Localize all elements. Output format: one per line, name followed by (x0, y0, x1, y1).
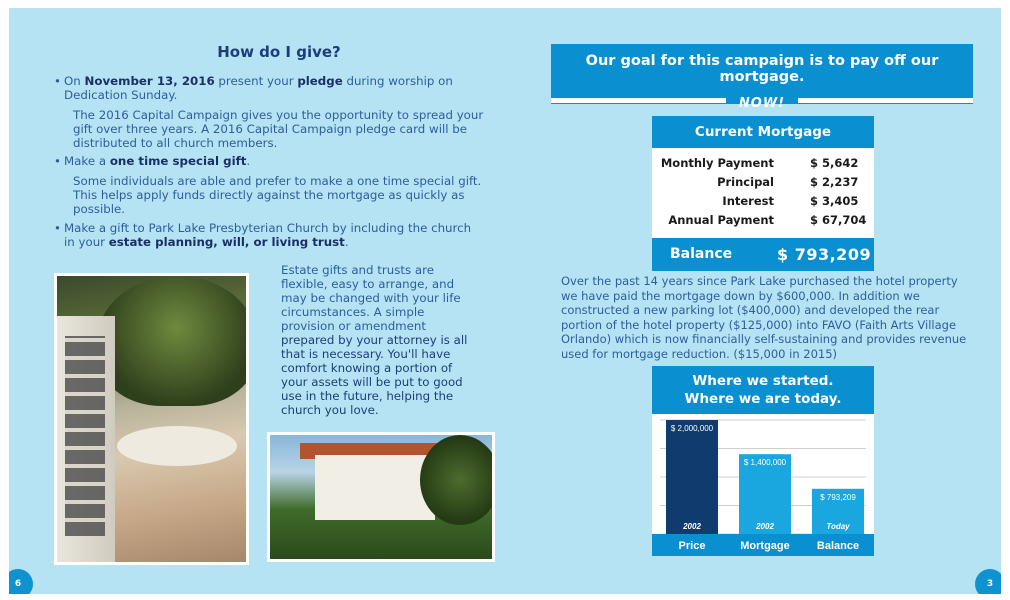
balance-bar (652, 238, 874, 271)
page-number-left: 6 (9, 569, 33, 594)
how-to-give-heading: How do I give? (217, 43, 341, 61)
now-rule-right (798, 98, 973, 103)
planter (117, 426, 237, 466)
courtyard-photo (54, 273, 249, 565)
bullet-special-gift (54, 154, 484, 168)
bullet-dot-icon: • (54, 74, 61, 88)
bullet-pledge (54, 74, 484, 102)
bar-year-label: 2002 (683, 522, 701, 531)
church-building-photo (267, 432, 495, 562)
mortgage-row: Monthly Payment $ 5,642 (660, 156, 859, 170)
mortgage-title: Current Mortgage (652, 116, 874, 148)
balance-value: $ 793,209 (777, 245, 872, 264)
mortgage-row: Principal $ 2,237 (717, 175, 859, 189)
bar-value-label: $ 793,209 (820, 492, 856, 502)
balance-label: Balance (670, 246, 733, 262)
mortgage-row: Interest $ 3,405 (722, 194, 859, 208)
bullet-estate-text: Make a gift to Park Lake Presbyterian Church by including the church in your estate planning, will, or living trust. (64, 221, 472, 249)
niche-grid (65, 336, 105, 536)
bullet-estate (54, 221, 484, 249)
now-rule-left (551, 98, 726, 103)
current-mortgage-table (652, 116, 874, 271)
goal-now: NOW! (738, 96, 786, 111)
category-label: Mortgage (740, 540, 790, 552)
bullet-special-gift-text: Make a one time special gift. (64, 154, 251, 168)
bullet-dot-icon: • (54, 221, 61, 235)
brochure-spread (9, 8, 1001, 594)
goal-now-row (551, 92, 973, 110)
bar-year-label: 2002 (756, 522, 774, 531)
estate-paragraph: Estate gifts and trusts are flexible, easy to arrange, and may be changed with your life circumstances. A simple provision or amendment prepared by your attorney is all that is necessary. You'll have comfort knowing a portion of your assets will be put to good use in the future, helping the church you love. (281, 263, 468, 417)
special-gift-detail: Some individuals are able and prefer to make a one time special gift. This helps apply funds directly against the mortgage as quickly as possible. (73, 174, 482, 216)
tree-canopy (97, 276, 249, 406)
chart-title-line2: Where we are today. (684, 391, 842, 407)
chart-title (652, 366, 874, 414)
bullet-dot-icon: • (54, 154, 61, 168)
mortgage-rows (652, 148, 874, 229)
progress-chart (652, 366, 874, 556)
bar-year-label: Today (826, 522, 850, 531)
bar-price (666, 420, 718, 534)
page-number-right: 3 (975, 569, 1001, 594)
mortgage-row: Annual Payment $ 67,704 (668, 213, 867, 227)
chart-plot (652, 414, 874, 556)
bar-value-label: $ 1,400,000 (743, 458, 787, 468)
bullet-pledge-text: On November 13, 2016 present your pledge during worship on Dedication Sunday. (64, 74, 453, 102)
palm-tree (420, 435, 495, 525)
category-label: Balance (816, 540, 860, 552)
mortgage-history-paragraph: Over the past 14 years since Park Lake purchased the hotel property we have paid the mortgage down by $600,000. In addition we constructed a new parking lot ($400,000) and developed the rear portion of the hotel property ($125,000) into FAVO (Faith Arts Village Orlando) which is now financially self-sustaining and provides revenue used for mortgage reduction. ($15,000 in 2015) (561, 274, 967, 361)
category-label: Price (678, 540, 706, 552)
pledge-detail: The 2016 Capital Campaign gives you the opportunity to spread your gift over three years. A 2016 Capital Campaign pledge card will be distributed to all church members. (73, 108, 484, 150)
goal-banner (551, 44, 973, 111)
chart-title-line1: Where we started. (692, 373, 834, 389)
goal-text: Our goal for this campaign is to pay off our mortgage. (585, 53, 939, 85)
white-building (315, 455, 435, 520)
bar-value-label: $ 2,000,000 (670, 424, 714, 433)
